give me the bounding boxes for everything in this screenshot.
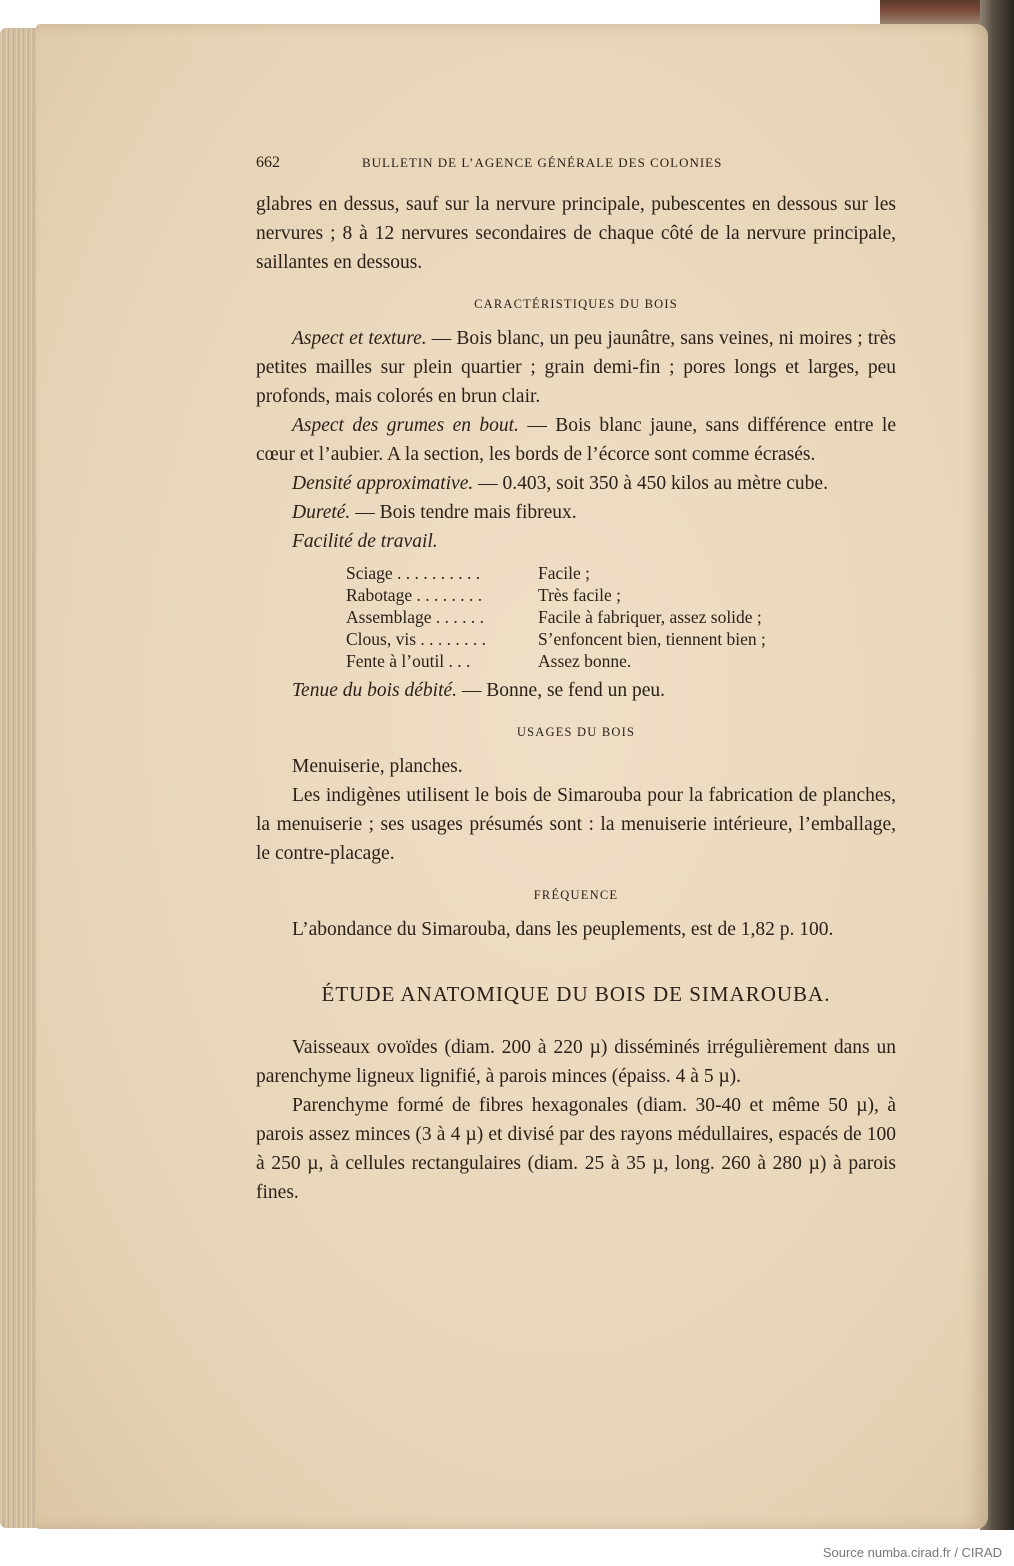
page-content <box>256 154 896 1207</box>
densite-label: Densité approximative. <box>292 473 474 494</box>
tool-value: Facile ; <box>538 563 590 583</box>
etude-paragraph-2: Parenchyme formé de fibres hexagonales (diam. 30-40 et même 50 µ), à parois assez minces (3 à 4 µ) et divisé par des rayons médullaires, espacés de 100 à 250 µ, à cellules rectangulaires (diam. 25 à 35 µ, long. 260 à 280 µ) à parois fines. <box>256 1095 896 1203</box>
densite-text: — 0.403, soit 350 à 450 kilos au mètre cube. <box>473 473 828 494</box>
tenue-paragraph <box>256 676 896 705</box>
tool-value: Assez bonne. <box>538 651 632 671</box>
etude-paragraph-1: Vaisseaux ovoïdes (diam. 200 à 220 µ) disséminés irrégulièrement dans un parenchyme ligneux lignifié, à parois minces (épaiss. 4 à 5 µ). <box>256 1037 896 1087</box>
tool-row <box>346 606 896 628</box>
tool-value: Facile à fabriquer, assez solide ; <box>538 607 762 627</box>
grumes-paragraph <box>256 411 896 469</box>
tenue-label: Tenue du bois débité. <box>292 680 458 701</box>
tool-value: S’enfoncent bien, tiennent bien ; <box>538 629 766 649</box>
tool-value: Très facile ; <box>538 585 621 605</box>
aspect-texture-paragraph <box>256 324 896 411</box>
durete-text: — Bois tendre mais fibreux. <box>350 502 577 523</box>
tenue-text: — Bonne, se fend un peu. <box>457 680 665 701</box>
tool-name: Clous, vis . . . . . . . . <box>346 629 487 649</box>
frequence-paragraph: L’abondance du Simarouba, dans les peuplements, est de 1,82 p. 100. <box>292 919 834 940</box>
usages-paragraph: Les indigènes utilisent le bois de Simarouba pour la fabrication de planches, la menuiserie ; ses usages présumés sont : la menuiserie intérieure, l’emballage, le contre-placage. <box>256 785 896 864</box>
heading-usages: USAGES DU BOIS <box>516 725 636 739</box>
durete-paragraph <box>256 498 896 527</box>
durete-label: Dureté. <box>292 502 351 523</box>
heading-etude-anatomique: ÉTUDE ANATOMIQUE DU BOIS DE SIMAROUBA. <box>321 982 831 1006</box>
grumes-text: — Bois blanc jaune, sans différence entre le cœur et l’aubier. A la section, les bords de l’écorce sont comme écrasés. <box>256 415 897 465</box>
aspect-texture-label: Aspect et texture. <box>292 328 427 349</box>
book-page <box>36 24 988 1529</box>
tools-table <box>346 562 896 672</box>
tool-name: Fente à l’outil . . . <box>346 651 471 671</box>
tool-row <box>346 562 896 584</box>
densite-paragraph <box>256 469 896 498</box>
heading-frequence: FRÉQUENCE <box>533 888 619 902</box>
grumes-label: Aspect des grumes en bout. <box>292 415 519 436</box>
intro-paragraph: glabres en dessus, sauf sur la nervure principale, pubescentes en dessous sur les nervures ; 8 à 12 nervures secondaires de chaque côté de la nervure principale, saillantes en dessous. <box>256 194 896 273</box>
aspect-texture-text: — Bois blanc, un peu jaunâtre, sans veines, ni moires ; très petites mailles sur plein quartier ; grain demi-fin ; pores longs et larges, peu profonds, mais colorés en brun clair. <box>256 328 896 407</box>
tool-row <box>346 628 896 650</box>
facilite-paragraph <box>256 527 896 556</box>
heading-caracteristiques: CARACTÉRISTIQUES DU BOIS <box>474 297 678 311</box>
tool-row <box>346 584 896 606</box>
facilite-label: Facilité de travail. <box>292 531 438 552</box>
page-number: 662 <box>256 154 280 171</box>
source-credit: Source numba.cirad.fr / CIRAD <box>822 1545 1002 1560</box>
tool-name: Rabotage . . . . . . . . <box>346 585 483 605</box>
journal-title: BULLETIN DE L’AGENCE GÉNÉRALE DES COLONIES <box>362 155 723 170</box>
book-page-edges <box>0 28 40 1528</box>
running-header <box>256 154 896 172</box>
usages-line: Menuiserie, planches. <box>292 756 463 777</box>
tool-name: Sciage . . . . . . . . . . <box>346 563 481 583</box>
tool-name: Assemblage . . . . . . <box>346 607 485 627</box>
tool-row <box>346 650 896 672</box>
